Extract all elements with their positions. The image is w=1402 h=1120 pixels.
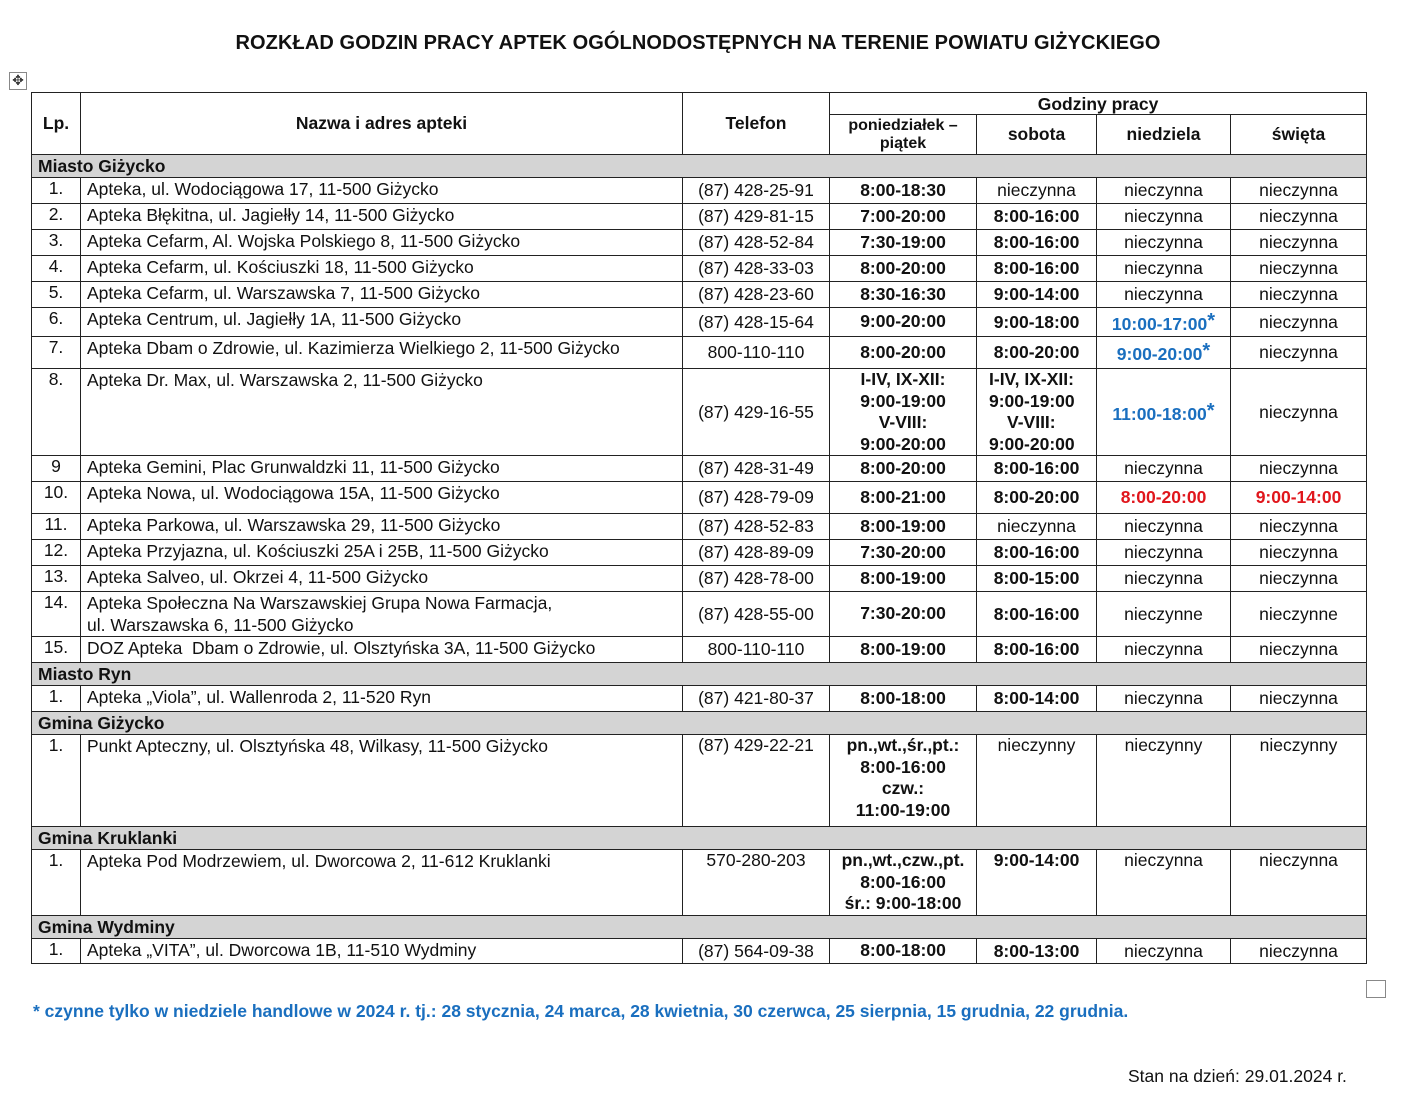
- row-lp: 5.: [32, 282, 81, 308]
- row-tel: (87) 428-78-00: [683, 566, 830, 592]
- row-saturday: 8:00-16:00: [977, 204, 1097, 230]
- row-tel: (87) 428-79-09: [683, 482, 830, 514]
- row-weekday: 7:30-20:00: [830, 540, 977, 566]
- row-tel: (87) 428-33-03: [683, 256, 830, 282]
- row-sunday: nieczynna: [1097, 204, 1231, 230]
- name-line: Apteka Społeczna Na Warszawskiej Grupa Nowa Farmacja,: [87, 593, 553, 613]
- row-lp: 1.: [32, 939, 81, 964]
- row-tel: (87) 428-52-83: [683, 514, 830, 540]
- row-saturday: 8:00-16:00: [977, 540, 1097, 566]
- table-row: [32, 514, 1367, 540]
- row-tel: (87) 429-81-15: [683, 204, 830, 230]
- row-name: Apteka Centrum, ul. Jagiełły 1A, 11-500 Giżycko: [81, 308, 683, 337]
- row-weekday: 7:30-19:00: [830, 230, 977, 256]
- asterisk-mark: *: [1206, 399, 1215, 422]
- row-weekday: 8:00-20:00: [830, 337, 977, 369]
- row-holidays: nieczynna: [1231, 282, 1367, 308]
- row-tel: 800-110-110: [683, 337, 830, 369]
- row-saturday: 9:00-14:00: [977, 850, 1097, 916]
- sunday-trading-hours: 10:00-17:00: [1111, 313, 1208, 334]
- row-name: Apteka Nowa, ul. Wodociągowa 15A, 11-500 Giżycko: [81, 482, 683, 514]
- row-name: Apteka Przyjazna, ul. Kościuszki 25A i 25B, 11-500 Giżycko: [81, 540, 683, 566]
- row-name: Apteka Dr. Max, ul. Warszawska 2, 11-500 Giżycko: [81, 369, 683, 456]
- row-weekday: 8:00-20:00: [830, 256, 977, 282]
- row-saturday: 8:00-13:00: [977, 939, 1097, 964]
- row-lp: 9: [32, 456, 81, 482]
- sunday-open-hours: 8:00-20:00: [1120, 487, 1207, 507]
- table-row: [32, 369, 1367, 456]
- row-holidays: nieczynna: [1231, 308, 1367, 337]
- asterisk-mark: *: [1207, 309, 1216, 332]
- section-row: [32, 827, 1367, 850]
- table-row: [32, 850, 1367, 916]
- row-sunday: nieczynna: [1097, 256, 1231, 282]
- row-tel: 800-110-110: [683, 637, 830, 663]
- row-name: DOZ Apteka Dbam o Zdrowie, ul. Olsztyńska 3A, 11-500 Giżycko: [81, 637, 683, 663]
- row-weekday: 7:30-20:00: [830, 592, 977, 637]
- row-tel: (87) 428-23-60: [683, 282, 830, 308]
- row-sunday: nieczynne: [1097, 592, 1231, 637]
- hours-line: 9:00-19:00: [989, 390, 1075, 411]
- row-lp: 1.: [32, 735, 81, 827]
- row-sunday: [1097, 337, 1231, 369]
- header-sunday: niedziela: [1097, 115, 1231, 155]
- hours-line: V-VIII:: [878, 412, 928, 432]
- table-row: [32, 308, 1367, 337]
- row-holidays: nieczynna: [1231, 256, 1367, 282]
- row-tel: (87) 429-22-21: [683, 735, 830, 827]
- hours-line: śr.: 9:00-18:00: [844, 893, 962, 913]
- section-label: Miasto Ryn: [32, 663, 1367, 686]
- row-sunday: nieczynna: [1097, 686, 1231, 712]
- table-row: [32, 939, 1367, 964]
- row-saturday: 8:00-16:00: [977, 592, 1097, 637]
- row-lp: 3.: [32, 230, 81, 256]
- row-saturday: 8:00-14:00: [977, 686, 1097, 712]
- row-tel: (87) 429-16-55: [683, 369, 830, 456]
- row-saturday: 8:00-16:00: [977, 456, 1097, 482]
- table-row: [32, 230, 1367, 256]
- row-holidays: nieczynna: [1231, 369, 1367, 456]
- table-row: [32, 204, 1367, 230]
- row-name: Apteka Błękitna, ul. Jagiełły 14, 11-500 Giżycko: [81, 204, 683, 230]
- row-weekday: 9:00-20:00: [830, 308, 977, 337]
- hours-line: 11:00-19:00: [855, 799, 951, 820]
- row-name: Apteka Cefarm, ul. Kościuszki 18, 11-500 Giżycko: [81, 256, 683, 282]
- header-lp: Lp.: [32, 93, 81, 155]
- row-lp: 1.: [32, 686, 81, 712]
- row-saturday: 9:00-14:00: [977, 282, 1097, 308]
- resize-square-icon[interactable]: [1366, 980, 1386, 998]
- hours-line: pn.,wt.,czw.,pt.: [841, 850, 965, 870]
- row-lp: 2.: [32, 204, 81, 230]
- row-saturday: 8:00-20:00: [977, 337, 1097, 369]
- row-saturday: 8:00-16:00: [977, 637, 1097, 663]
- row-name: [81, 592, 683, 637]
- row-holidays: nieczynna: [1231, 686, 1367, 712]
- hours-line: 9:00-20:00: [860, 433, 946, 454]
- asterisk-mark: *: [1202, 340, 1211, 362]
- row-name: Apteka, ul. Wodociągowa 17, 11-500 Giżycko: [81, 178, 683, 204]
- row-saturday: 8:00-16:00: [977, 256, 1097, 282]
- row-name: Apteka Parkowa, ul. Warszawska 29, 11-500 Giżycko: [81, 514, 683, 540]
- row-saturday: 9:00-18:00: [977, 308, 1097, 337]
- hours-line: 8:00-16:00: [860, 756, 946, 777]
- header-telefon: Telefon: [683, 93, 830, 155]
- row-holidays: nieczynna: [1231, 230, 1367, 256]
- row-holidays: nieczynna: [1231, 637, 1367, 663]
- section-row: [32, 663, 1367, 686]
- page-title: ROZKŁAD GODZIN PRACY APTEK OGÓLNODOSTĘPNYCH NA TERENIE POWIATU GIŻYCKIEGO: [235, 32, 1161, 54]
- row-lp: 7.: [32, 337, 81, 369]
- row-tel: (87) 428-15-64: [683, 308, 830, 337]
- row-sunday: nieczynny: [1097, 735, 1231, 827]
- row-weekday: 8:30-16:30: [830, 282, 977, 308]
- row-saturday: 8:00-16:00: [977, 230, 1097, 256]
- row-name: Punkt Apteczny, ul. Olsztyńska 48, Wilkasy, 11-500 Giżycko: [81, 735, 683, 827]
- row-weekday: 8:00-18:30: [830, 178, 977, 204]
- row-holidays: [1231, 482, 1367, 514]
- row-weekday: 8:00-21:00: [830, 482, 977, 514]
- hours-line: 8:00-16:00: [860, 871, 946, 892]
- row-sunday: nieczynna: [1097, 282, 1231, 308]
- row-tel: (87) 564-09-38: [683, 939, 830, 964]
- row-tel: 570-280-203: [683, 850, 830, 916]
- table-row: [32, 540, 1367, 566]
- row-holidays: nieczynna: [1231, 178, 1367, 204]
- hours-line: czw.:: [881, 778, 925, 798]
- row-holidays: nieczynna: [1231, 939, 1367, 964]
- table-row: [32, 178, 1367, 204]
- row-lp: 6.: [32, 308, 81, 337]
- row-holidays: nieczynna: [1231, 337, 1367, 369]
- row-sunday: nieczynna: [1097, 637, 1231, 663]
- header-saturday: sobota: [977, 115, 1097, 155]
- pharmacy-schedule-table: [31, 92, 1367, 964]
- table-row: [32, 482, 1367, 514]
- footnote: * czynne tylko w niedziele handlowe w 2024 r. tj.: 28 stycznia, 24 marca, 28 kwietnia, 30 czerwca, 25 sierpnia, 15 grudnia, 22 grudnia.: [33, 1001, 1129, 1021]
- row-weekday: [830, 850, 977, 916]
- row-name: Apteka Dbam o Zdrowie, ul. Kazimierza Wielkiego 2, 11-500 Giżycko: [81, 337, 683, 369]
- row-weekday: 8:00-19:00: [830, 514, 977, 540]
- row-lp: 10.: [32, 482, 81, 514]
- row-lp: 15.: [32, 637, 81, 663]
- row-tel: (87) 428-25-91: [683, 178, 830, 204]
- section-row: [32, 155, 1367, 178]
- row-sunday: nieczynna: [1097, 456, 1231, 482]
- row-holidays: nieczynny: [1231, 735, 1367, 827]
- section-label: Gmina Wydminy: [32, 916, 1367, 939]
- header-name: Nazwa i adres apteki: [81, 93, 683, 155]
- hours-line: 9:00-20:00: [989, 433, 1075, 454]
- row-weekday: 8:00-19:00: [830, 637, 977, 663]
- row-holidays: nieczynna: [1231, 456, 1367, 482]
- row-saturday: [977, 369, 1097, 456]
- row-holidays: nieczynna: [1231, 204, 1367, 230]
- row-sunday: [1097, 308, 1231, 337]
- row-name: Apteka Cefarm, Al. Wojska Polskiego 8, 11-500 Giżycko: [81, 230, 683, 256]
- row-weekday: 8:00-18:00: [830, 686, 977, 712]
- row-tel: (87) 421-80-37: [683, 686, 830, 712]
- row-tel: (87) 428-52-84: [683, 230, 830, 256]
- table-row: [32, 637, 1367, 663]
- row-name: Apteka Cefarm, ul. Warszawska 7, 11-500 Giżycko: [81, 282, 683, 308]
- move-cross-icon[interactable]: ✥: [9, 72, 27, 90]
- hours-line: I-IV, IX-XII:: [989, 369, 1074, 389]
- row-sunday: nieczynna: [1097, 850, 1231, 916]
- row-name: Apteka Pod Modrzewiem, ul. Dworcowa 2, 11-612 Kruklanki: [81, 850, 683, 916]
- row-saturday: 8:00-20:00: [977, 482, 1097, 514]
- status-date: Stan na dzień: 29.01.2024 r.: [1128, 1066, 1347, 1086]
- row-tel: (87) 428-55-00: [683, 592, 830, 637]
- row-sunday: nieczynna: [1097, 514, 1231, 540]
- row-saturday: nieczynny: [977, 735, 1097, 827]
- row-name: Apteka Gemini, Plac Grunwaldzki 11, 11-500 Giżycko: [81, 456, 683, 482]
- row-sunday: nieczynna: [1097, 939, 1231, 964]
- row-lp: 13.: [32, 566, 81, 592]
- row-sunday: nieczynna: [1097, 540, 1231, 566]
- row-lp: 8.: [32, 369, 81, 456]
- hours-line: 9:00-19:00: [860, 390, 946, 411]
- row-lp: 4.: [32, 256, 81, 282]
- row-lp: 14.: [32, 592, 81, 637]
- header-godziny-pracy: Godziny pracy: [830, 93, 1367, 115]
- section-row: [32, 712, 1367, 735]
- row-name: Apteka Salveo, ul. Okrzei 4, 11-500 Giżycko: [81, 566, 683, 592]
- row-weekday: 8:00-19:00: [830, 566, 977, 592]
- hours-line: pn.,wt.,śr.,pt.:: [846, 735, 960, 755]
- row-name: Apteka „Viola”, ul. Wallenroda 2, 11-520 Ryn: [81, 686, 683, 712]
- hours-line: V-VIII:: [1007, 412, 1056, 432]
- row-weekday: 8:00-18:00: [830, 939, 977, 964]
- section-label: Gmina Giżycko: [32, 712, 1367, 735]
- row-tel: (87) 428-89-09: [683, 540, 830, 566]
- table-row: [32, 735, 1367, 827]
- row-lp: 1.: [32, 178, 81, 204]
- row-lp: 12.: [32, 540, 81, 566]
- row-holidays: nieczynna: [1231, 514, 1367, 540]
- section-label: Miasto Giżycko: [32, 155, 1367, 178]
- row-sunday: nieczynna: [1097, 230, 1231, 256]
- name-line: ul. Warszawska 6, 11-500 Giżycko: [87, 615, 354, 635]
- row-weekday: 8:00-20:00: [830, 456, 977, 482]
- section-label: Gmina Kruklanki: [32, 827, 1367, 850]
- header-holidays: święta: [1231, 115, 1367, 155]
- sunday-trading-hours: 11:00-18:00: [1112, 403, 1207, 424]
- row-weekday: [830, 735, 977, 827]
- row-sunday: [1097, 369, 1231, 456]
- row-tel: (87) 428-31-49: [683, 456, 830, 482]
- table-row: [32, 282, 1367, 308]
- row-sunday: nieczynna: [1097, 178, 1231, 204]
- table-row: [32, 592, 1367, 637]
- hours-line: I-IV, IX-XII:: [860, 369, 946, 389]
- row-weekday: [830, 369, 977, 456]
- table-row: [32, 256, 1367, 282]
- table-row: [32, 337, 1367, 369]
- row-holidays: nieczynna: [1231, 850, 1367, 916]
- row-weekday: 7:00-20:00: [830, 204, 977, 230]
- row-name: Apteka „VITA”, ul. Dworcowa 1B, 11-510 Wydminy: [81, 939, 683, 964]
- table-row: [32, 456, 1367, 482]
- row-holidays: nieczynna: [1231, 566, 1367, 592]
- holiday-open-hours: 9:00-14:00: [1255, 487, 1342, 507]
- row-lp: 11.: [32, 514, 81, 540]
- row-holidays: nieczynna: [1231, 540, 1367, 566]
- row-lp: 1.: [32, 850, 81, 916]
- sunday-trading-hours: 9:00-20:00: [1116, 344, 1203, 364]
- section-row: [32, 916, 1367, 939]
- header-weekday: poniedziałek – piątek: [830, 115, 977, 155]
- row-holidays: nieczynne: [1231, 592, 1367, 637]
- row-saturday: nieczynna: [977, 178, 1097, 204]
- table-row: [32, 686, 1367, 712]
- row-sunday: nieczynna: [1097, 566, 1231, 592]
- table-row: [32, 566, 1367, 592]
- row-saturday: 8:00-15:00: [977, 566, 1097, 592]
- row-sunday: [1097, 482, 1231, 514]
- row-saturday: nieczynna: [977, 514, 1097, 540]
